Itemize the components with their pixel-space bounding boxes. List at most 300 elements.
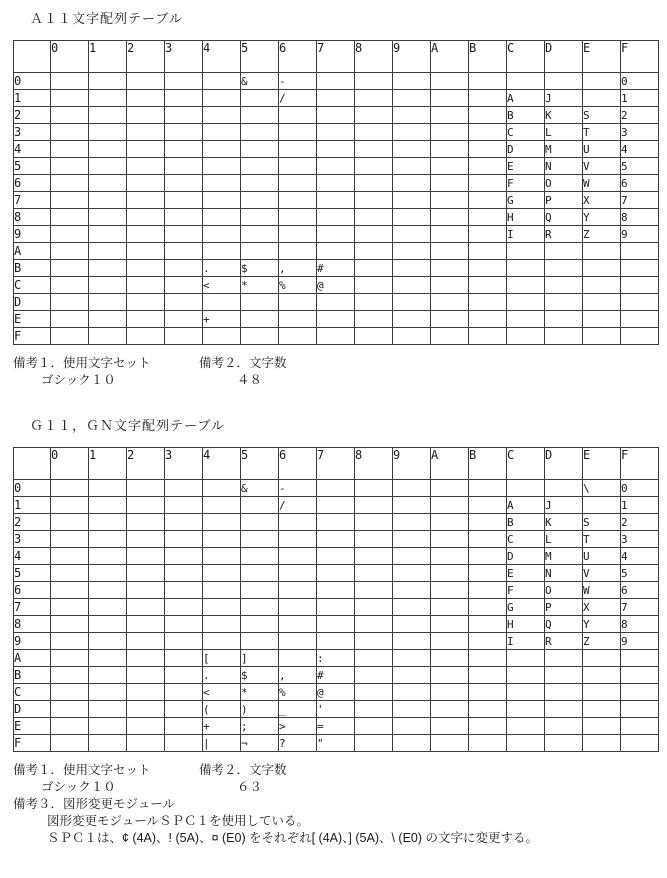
cell-0D (51, 701, 89, 718)
cell-E5: V (583, 565, 621, 582)
cell-52 (241, 514, 279, 531)
cell-7D: ' (317, 701, 355, 718)
col-header-D: D (545, 41, 583, 73)
cell-2A (127, 243, 165, 260)
cell-06 (51, 582, 89, 599)
col-header-4: 4 (203, 448, 241, 480)
cell-35 (165, 158, 203, 175)
g11-notes (13, 762, 667, 847)
table-row-5 (14, 565, 659, 582)
cell-96 (393, 175, 431, 192)
cell-63 (279, 124, 317, 141)
cell-CE (507, 311, 545, 328)
cell-09 (51, 226, 89, 243)
cell-9A (393, 243, 431, 260)
cell-F7: 7 (621, 599, 659, 616)
cell-DA (545, 650, 583, 667)
cell-16 (89, 582, 127, 599)
cell-85 (355, 565, 393, 582)
cell-1D (89, 701, 127, 718)
cell-75 (317, 158, 355, 175)
cell-88 (355, 616, 393, 633)
cell-4B: . (203, 667, 241, 684)
cell-DD (545, 294, 583, 311)
cell-14 (89, 548, 127, 565)
cell-56 (241, 175, 279, 192)
cell-3A (165, 650, 203, 667)
cell-9D (393, 294, 431, 311)
cell-24 (127, 548, 165, 565)
cell-FC (621, 277, 659, 294)
cell-7F: " (317, 735, 355, 752)
cell-84 (355, 548, 393, 565)
cell-C3: C (507, 531, 545, 548)
cell-B2 (469, 514, 507, 531)
cell-91 (393, 90, 431, 107)
cell-85 (355, 158, 393, 175)
cell-E5: V (583, 158, 621, 175)
cell-73 (317, 124, 355, 141)
cell-A4 (431, 141, 469, 158)
cell-BC (469, 684, 507, 701)
cell-9A (393, 650, 431, 667)
cell-65 (279, 565, 317, 582)
cell-B0 (469, 480, 507, 497)
cell-A5 (431, 158, 469, 175)
cell-C6: F (507, 175, 545, 192)
cell-5D: ) (241, 701, 279, 718)
cell-4E: + (203, 311, 241, 328)
row-header-5: 5 (14, 565, 51, 582)
cell-87 (355, 599, 393, 616)
cell-A7 (431, 192, 469, 209)
col-header-8: 8 (355, 448, 393, 480)
cell-F3: 3 (621, 124, 659, 141)
cell-82 (355, 107, 393, 124)
cell-F3: 3 (621, 531, 659, 548)
col-header-0: 0 (51, 41, 89, 73)
cell-C2: B (507, 514, 545, 531)
table-row-F (14, 328, 659, 345)
cell-CC (507, 277, 545, 294)
cell-25 (127, 565, 165, 582)
cell-D8: Q (545, 616, 583, 633)
cell-D5: N (545, 158, 583, 175)
cell-4A (203, 243, 241, 260)
cell-97 (393, 599, 431, 616)
cell-7F (317, 328, 355, 345)
cell-21 (127, 497, 165, 514)
cell-A4 (431, 548, 469, 565)
cell-C7: G (507, 599, 545, 616)
cell-48 (203, 616, 241, 633)
cell-C4: D (507, 141, 545, 158)
cell-6B: , (279, 667, 317, 684)
cell-DC (545, 684, 583, 701)
cell-A2 (431, 107, 469, 124)
cell-E1 (583, 90, 621, 107)
cell-37 (165, 192, 203, 209)
note1-value: ゴシック１０ (41, 373, 116, 387)
cell-31 (165, 90, 203, 107)
cell-45 (203, 565, 241, 582)
cell-29 (127, 633, 165, 650)
col-header-4: 4 (203, 41, 241, 73)
cell-1D (89, 294, 127, 311)
table-row-3 (14, 531, 659, 548)
table-row-2 (14, 514, 659, 531)
note3-label: 備考３．図形変更モジュール (13, 797, 176, 811)
cell-67 (279, 192, 317, 209)
cell-12 (89, 107, 127, 124)
row-header-F: F (14, 328, 51, 345)
cell-1E (89, 311, 127, 328)
cell-86 (355, 582, 393, 599)
row-header-3: 3 (14, 531, 51, 548)
cell-11 (89, 90, 127, 107)
cell-8D (355, 701, 393, 718)
table-row-E (14, 311, 659, 328)
table-row-A (14, 243, 659, 260)
cell-F8: 8 (621, 209, 659, 226)
cell-E4: U (583, 548, 621, 565)
cell-53 (241, 531, 279, 548)
table-row-B (14, 260, 659, 277)
cell-F2: 2 (621, 107, 659, 124)
cell-98 (393, 209, 431, 226)
cell-0A (51, 650, 89, 667)
row-header-3: 3 (14, 124, 51, 141)
cell-EA (583, 243, 621, 260)
cell-DC (545, 277, 583, 294)
cell-C6: F (507, 582, 545, 599)
cell-46 (203, 582, 241, 599)
cell-56 (241, 582, 279, 599)
cell-C1: A (507, 497, 545, 514)
cell-D1: J (545, 90, 583, 107)
cell-FE (621, 718, 659, 735)
cell-3E (165, 718, 203, 735)
cell-1A (89, 650, 127, 667)
cell-A6 (431, 175, 469, 192)
cell-DB (545, 260, 583, 277)
cell-63 (279, 531, 317, 548)
cell-4C: < (203, 684, 241, 701)
cell-14 (89, 141, 127, 158)
cell-E6: W (583, 175, 621, 192)
note2-value: ６３ (237, 780, 263, 794)
row-header-9: 9 (14, 226, 51, 243)
row-header-6: 6 (14, 582, 51, 599)
cell-5B: $ (241, 667, 279, 684)
g11-character-grid (13, 447, 659, 752)
cell-28 (127, 209, 165, 226)
cell-F2: 2 (621, 514, 659, 531)
cell-2C (127, 684, 165, 701)
cell-EE (583, 718, 621, 735)
table-row-A (14, 650, 659, 667)
cell-A0 (431, 480, 469, 497)
cell-39 (165, 226, 203, 243)
cell-67 (279, 599, 317, 616)
cell-76 (317, 582, 355, 599)
cell-6E (279, 311, 317, 328)
cell-12 (89, 514, 127, 531)
cell-1C (89, 684, 127, 701)
cell-E4: U (583, 141, 621, 158)
cell-57 (241, 192, 279, 209)
cell-22 (127, 514, 165, 531)
table-row-2 (14, 107, 659, 124)
cell-B3 (469, 124, 507, 141)
cell-59 (241, 226, 279, 243)
cell-A7 (431, 599, 469, 616)
cell-C0 (507, 73, 545, 90)
table-row-C (14, 684, 659, 701)
cell-83 (355, 124, 393, 141)
cell-E9: Z (583, 633, 621, 650)
cell-BE (469, 311, 507, 328)
cell-8F (355, 735, 393, 752)
cell-F5: 5 (621, 158, 659, 175)
cell-CA (507, 243, 545, 260)
cell-73 (317, 531, 355, 548)
cell-9C (393, 684, 431, 701)
cell-D6: O (545, 582, 583, 599)
cell-A2 (431, 514, 469, 531)
cell-2E (127, 311, 165, 328)
cell-8A (355, 650, 393, 667)
cell-91 (393, 497, 431, 514)
cell-88 (355, 209, 393, 226)
cell-30 (165, 73, 203, 90)
cell-BF (469, 328, 507, 345)
cell-EF (583, 328, 621, 345)
note-labels-line (13, 762, 667, 779)
cell-3E (165, 311, 203, 328)
cell-A5 (431, 565, 469, 582)
cell-74 (317, 548, 355, 565)
cell-54 (241, 548, 279, 565)
cell-31 (165, 497, 203, 514)
cell-A1 (431, 90, 469, 107)
note2-label: 備考２．文字数 (199, 763, 287, 777)
cell-03 (51, 124, 89, 141)
col-header-A: A (431, 41, 469, 73)
cell-77 (317, 599, 355, 616)
row-header-2: 2 (14, 107, 51, 124)
cell-5C: * (241, 684, 279, 701)
cell-EB (583, 260, 621, 277)
cell-0D (51, 294, 89, 311)
cell-DD (545, 701, 583, 718)
table-row-4 (14, 141, 659, 158)
cell-60: - (279, 73, 317, 90)
cell-F4: 4 (621, 548, 659, 565)
corner-spacer (14, 448, 51, 480)
cell-20 (127, 73, 165, 90)
cell-DF (545, 328, 583, 345)
cell-E2: S (583, 107, 621, 124)
cell-53 (241, 124, 279, 141)
cell-8B (355, 260, 393, 277)
cell-82 (355, 514, 393, 531)
cell-EC (583, 277, 621, 294)
cell-FA (621, 243, 659, 260)
cell-A8 (431, 209, 469, 226)
cell-76 (317, 175, 355, 192)
cell-52 (241, 107, 279, 124)
cell-4F: | (203, 735, 241, 752)
cell-87 (355, 192, 393, 209)
cell-77 (317, 192, 355, 209)
cell-9D (393, 701, 431, 718)
cell-15 (89, 565, 127, 582)
cell-51 (241, 497, 279, 514)
cell-26 (127, 175, 165, 192)
cell-F8: 8 (621, 616, 659, 633)
cell-2B (127, 260, 165, 277)
cell-35 (165, 565, 203, 582)
cell-0B (51, 667, 89, 684)
cell-3B (165, 260, 203, 277)
cell-26 (127, 582, 165, 599)
cell-43 (203, 531, 241, 548)
cell-BE (469, 718, 507, 735)
cell-1A (89, 243, 127, 260)
cell-33 (165, 531, 203, 548)
cell-AB (431, 260, 469, 277)
row-header-E: E (14, 311, 51, 328)
cell-B6 (469, 582, 507, 599)
cell-BF (469, 735, 507, 752)
cell-E8: Y (583, 209, 621, 226)
cell-F0: 0 (621, 480, 659, 497)
cell-5A (241, 243, 279, 260)
cell-ED (583, 701, 621, 718)
cell-05 (51, 565, 89, 582)
cell-0C (51, 277, 89, 294)
cell-90 (393, 480, 431, 497)
cell-41 (203, 497, 241, 514)
row-header-0: 0 (14, 480, 51, 497)
col-header-C: C (507, 41, 545, 73)
cell-36 (165, 175, 203, 192)
cell-0C (51, 684, 89, 701)
table-row-E (14, 718, 659, 735)
cell-D3: L (545, 531, 583, 548)
cell-EE (583, 311, 621, 328)
cell-0E (51, 311, 89, 328)
table-row-F (14, 735, 659, 752)
g11-table-section (13, 415, 667, 847)
cell-69 (279, 633, 317, 650)
note-values-line (13, 779, 667, 796)
cell-C7: G (507, 192, 545, 209)
cell-72 (317, 107, 355, 124)
cell-13 (89, 531, 127, 548)
row-header-0: 0 (14, 73, 51, 90)
row-header-D: D (14, 701, 51, 718)
cell-D4: M (545, 548, 583, 565)
cell-BD (469, 701, 507, 718)
cell-FD (621, 294, 659, 311)
col-header-1: 1 (89, 41, 127, 73)
table-row-D (14, 701, 659, 718)
cell-3D (165, 701, 203, 718)
cell-4D: ( (203, 701, 241, 718)
cell-B7 (469, 599, 507, 616)
cell-D4: M (545, 141, 583, 158)
col-header-7: 7 (317, 448, 355, 480)
cell-04 (51, 141, 89, 158)
cell-0A (51, 243, 89, 260)
cell-FB (621, 667, 659, 684)
table-row-4 (14, 548, 659, 565)
cell-FB (621, 260, 659, 277)
cell-A9 (431, 633, 469, 650)
cell-92 (393, 107, 431, 124)
cell-92 (393, 514, 431, 531)
cell-C5: E (507, 565, 545, 582)
cell-2C (127, 277, 165, 294)
cell-43 (203, 124, 241, 141)
cell-23 (127, 124, 165, 141)
note1-label: 備考１．使用文字セット (13, 763, 151, 777)
cell-58 (241, 616, 279, 633)
cell-37 (165, 599, 203, 616)
cell-08 (51, 616, 89, 633)
cell-C9: I (507, 633, 545, 650)
cell-64 (279, 141, 317, 158)
row-header-5: 5 (14, 158, 51, 175)
cell-6B: , (279, 260, 317, 277)
row-header-C: C (14, 277, 51, 294)
cell-D7: P (545, 599, 583, 616)
cell-A0 (431, 73, 469, 90)
row-header-8: 8 (14, 616, 51, 633)
cell-7C: @ (317, 277, 355, 294)
cell-70 (317, 73, 355, 90)
cell-CB (507, 260, 545, 277)
cell-86 (355, 175, 393, 192)
cell-55 (241, 158, 279, 175)
cell-02 (51, 107, 89, 124)
cell-00 (51, 73, 89, 90)
cell-DF (545, 735, 583, 752)
cell-10 (89, 73, 127, 90)
cell-8B (355, 667, 393, 684)
cell-0E (51, 718, 89, 735)
cell-DB (545, 667, 583, 684)
cell-4A: [ (203, 650, 241, 667)
cell-99 (393, 226, 431, 243)
table-row-8 (14, 616, 659, 633)
cell-7B: # (317, 667, 355, 684)
cell-F0: 0 (621, 73, 659, 90)
cell-21 (127, 90, 165, 107)
row-header-1: 1 (14, 497, 51, 514)
row-header-7: 7 (14, 192, 51, 209)
col-header-3: 3 (165, 41, 203, 73)
cell-8F (355, 328, 393, 345)
table-row-5 (14, 158, 659, 175)
cell-79 (317, 633, 355, 650)
cell-DE (545, 311, 583, 328)
cell-B0 (469, 73, 507, 90)
cell-CD (507, 701, 545, 718)
cell-AE (431, 718, 469, 735)
